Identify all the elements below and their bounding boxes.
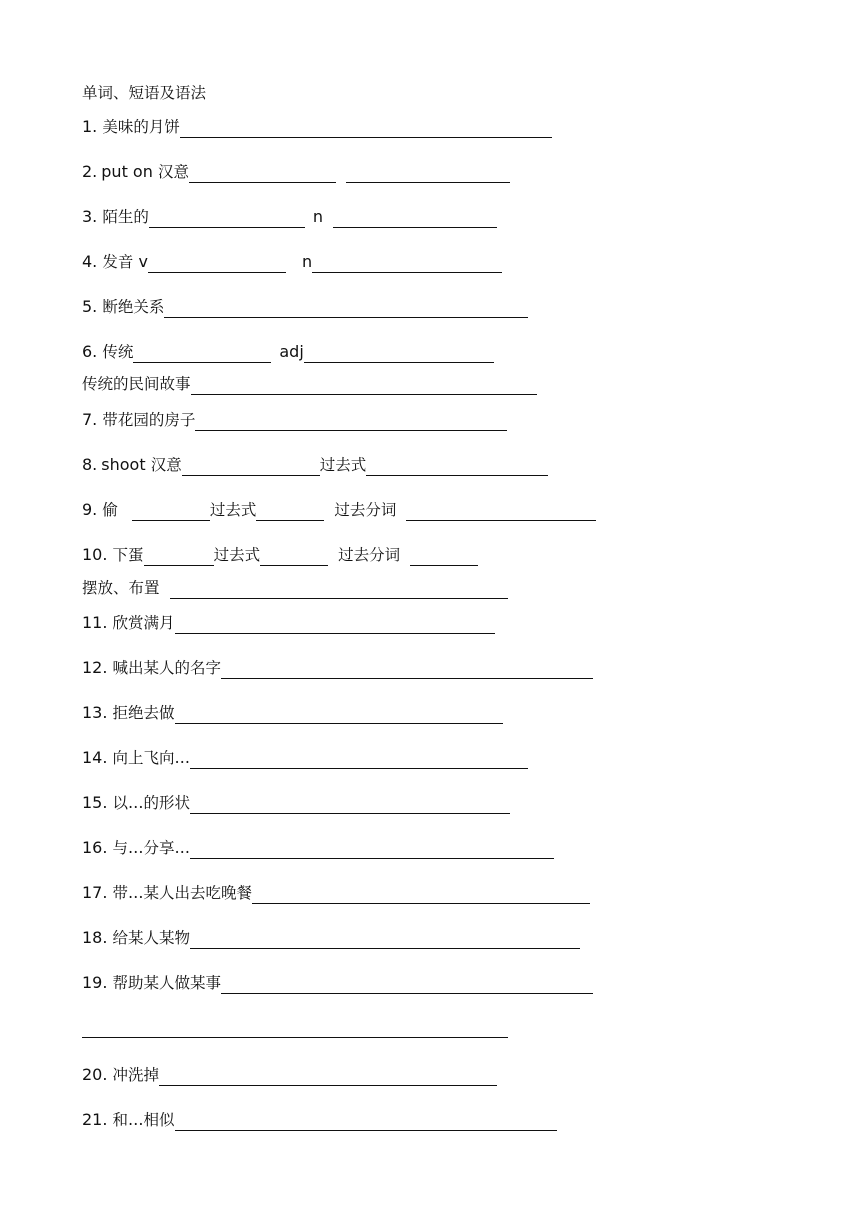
item-21: 21. 和…相似 [82,1109,557,1133]
item-6: 6. 传统 adj [82,341,494,365]
answer-blank[interactable] [170,584,508,599]
item-15: 15. 以…的形状 [82,792,510,816]
answer-blank[interactable] [189,168,336,183]
answer-blank[interactable] [175,709,503,724]
answer-blank[interactable] [260,551,328,566]
answer-blank[interactable] [221,979,593,994]
item-2: 2. put on 汉意 [82,161,510,185]
answer-blank[interactable] [312,258,502,273]
item-10-sub: 摆放、布置 [82,577,508,601]
item-3: 3. 陌生的 n [82,206,497,230]
item-7: 7. 带花园的房子 [82,409,507,433]
answer-blank[interactable] [195,416,507,431]
answer-blank[interactable] [175,1116,557,1131]
answer-blank[interactable] [190,799,510,814]
item-16: 16. 与…分享… [82,837,554,861]
item-20: 20. 冲洗掉 [82,1064,497,1088]
answer-blank[interactable] [406,506,596,521]
item-1: 1. 美味的月饼 [82,116,552,140]
answer-blank[interactable] [132,506,210,521]
item-9: 9. 偷 过去式 过去分词 [82,499,596,523]
answer-blank[interactable] [410,551,478,566]
answer-blank[interactable] [148,258,286,273]
item-18: 18. 给某人某物 [82,927,580,951]
heading-text: 单词、短语及语法 [82,84,207,102]
answer-blank[interactable] [182,461,320,476]
item-11: 11. 欣赏满月 [82,612,495,636]
answer-blank-continuation[interactable] [82,1037,508,1038]
item-12: 12. 喊出某人的名字 [82,657,593,681]
item-13: 13. 拒绝去做 [82,702,503,726]
answer-blank[interactable] [221,664,593,679]
item-14: 14. 向上飞向… [82,747,528,771]
section-heading [82,82,206,106]
answer-blank[interactable] [304,348,494,363]
answer-blank[interactable] [175,619,495,634]
answer-blank[interactable] [190,844,554,859]
answer-blank[interactable] [190,934,580,949]
answer-blank[interactable] [133,348,271,363]
answer-blank[interactable] [346,168,510,183]
answer-blank[interactable] [190,754,528,769]
answer-blank[interactable] [149,213,305,228]
item-8: 8. shoot 汉意 过去式 [82,454,548,478]
answer-blank[interactable] [159,1071,497,1086]
item-10: 10. 下蛋 过去式 过去分词 [82,544,478,568]
answer-blank[interactable] [144,551,214,566]
item-17: 17. 带…某人出去吃晚餐 [82,882,590,906]
item-5: 5. 断绝关系 [82,296,528,320]
item-4: 4. 发音 v n [82,251,502,275]
answer-blank[interactable] [180,123,552,138]
answer-blank[interactable] [191,380,537,395]
item-6-sub: 传统的民间故事 [82,373,537,397]
item-19: 19. 帮助某人做某事 [82,972,593,996]
answer-blank[interactable] [366,461,548,476]
answer-blank[interactable] [333,213,497,228]
answer-blank[interactable] [164,303,528,318]
answer-blank[interactable] [256,506,324,521]
answer-blank[interactable] [252,889,590,904]
